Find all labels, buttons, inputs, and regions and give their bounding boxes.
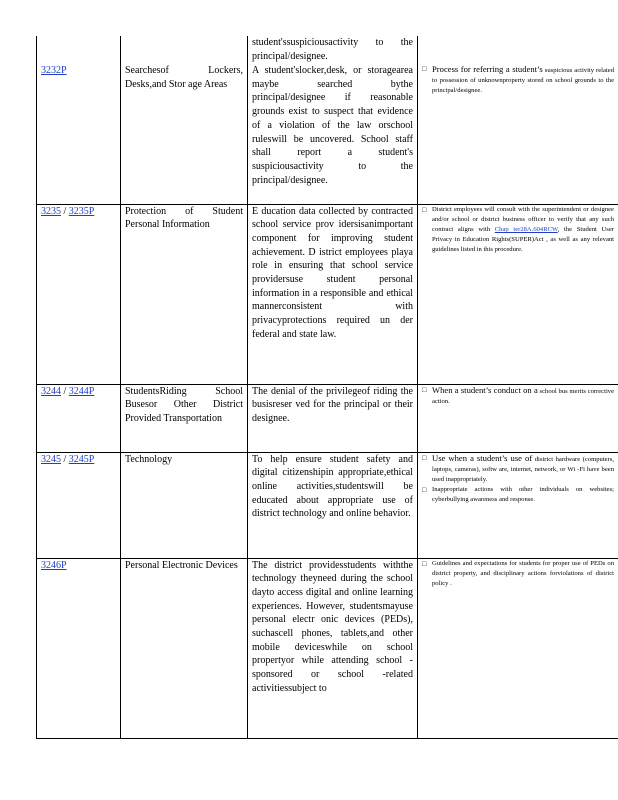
table-row <box>37 384 618 452</box>
guideline-item <box>422 64 614 97</box>
policy-title-cell <box>121 558 248 738</box>
guidelines-cell <box>418 204 618 384</box>
guideline-text: district hardware (computers, laptops, cameras), softw are, internet, network, or Wi -Fi have been used inappropriately. <box>432 455 614 483</box>
guideline-text: Inappropriate actions with other individuals on websites; cyberbullying awareness and response. <box>432 486 614 504</box>
policy-number-cell <box>37 384 121 452</box>
policy-title-cell <box>121 384 248 452</box>
policy-description-cell <box>248 384 418 452</box>
policy-link[interactable]: 3245P <box>68 453 95 465</box>
link-separator: / <box>61 385 69 397</box>
guideline-item <box>422 453 614 486</box>
policy-link[interactable]: 3235P <box>68 205 95 217</box>
policy-description-cell <box>248 36 418 64</box>
policy-table <box>36 36 618 739</box>
checkbox-bullet-icon: □ <box>422 486 427 495</box>
link-separator: / <box>61 205 69 217</box>
table-row <box>37 452 618 558</box>
checkbox-bullet-icon: □ <box>422 385 427 394</box>
policy-link[interactable]: 3235 <box>41 205 61 217</box>
link-separator: / <box>61 453 69 465</box>
checkbox-bullet-icon: □ <box>422 559 427 568</box>
guideline-item <box>422 205 614 256</box>
guideline-text: school bus merits corrective action. <box>432 387 614 405</box>
policy-description-cell <box>248 64 418 204</box>
policy-title: Technology <box>125 453 173 465</box>
policy-title: Personal Electronic Devices <box>125 559 238 571</box>
guideline-text: Guidelines and expectations for students for proper use of PEDs on district property, and disciplinary actions forviolations of district policy . <box>432 559 614 587</box>
policy-number-cell <box>37 64 121 204</box>
policy-link[interactable]: 3244P <box>68 385 95 397</box>
description-text: A student'slocker,desk, or storagearea maybe searched bythe principal/designee if reasonable grounds exist to suspect that evidence of a violation of the law orschool ruleswill be uncovered. School staff shall report a student's suspiciousactivity to the principal/designee. <box>252 65 413 186</box>
policy-title: Searchesof Lockers, Desks,and Stor age Areas <box>125 65 243 90</box>
policy-link[interactable]: 3232P <box>41 65 67 76</box>
policy-description-cell <box>248 204 418 384</box>
policy-link[interactable]: 3245 <box>41 453 61 465</box>
guideline-lead: Use when a student’s use of <box>432 452 533 463</box>
checkbox-bullet-icon: □ <box>422 453 427 462</box>
guideline-lead: Process for referring a student’s <box>432 64 543 74</box>
policy-title-cell <box>121 452 248 558</box>
policy-number-cell <box>37 204 121 384</box>
table-row <box>37 64 618 204</box>
policy-description-cell <box>248 558 418 738</box>
policy-title: StudentsRiding School Busesor Other District Provided Transportation <box>125 385 243 424</box>
policy-number-cell <box>37 452 121 558</box>
table-row <box>37 558 618 738</box>
policy-link[interactable]: 3244 <box>41 385 61 397</box>
description-text: E ducation data collected by contracted school service prov idersisanimportant component for improving student achievement. D istrict employees playa role in ensuring that school service providersuse student personal information in a responsible and ethical mannerconsistent with privacyprotections required un der federal and state law. <box>252 205 413 340</box>
checkbox-bullet-icon: □ <box>422 65 427 73</box>
guideline-item <box>422 385 614 407</box>
table-row <box>37 204 618 384</box>
policy-link[interactable]: 3246P <box>41 559 67 571</box>
guidelines-cell <box>418 64 618 204</box>
policy-title: Protection of Student Personal Information <box>125 205 243 230</box>
guideline-item <box>422 559 614 590</box>
table-row <box>37 36 618 64</box>
policy-description-cell <box>248 452 418 558</box>
policy-title-cell <box>121 36 248 64</box>
guideline-text: suspicious activity related to possession of unknownproperty stored on school grounds to the principal/designee. <box>432 67 614 95</box>
guideline-text: , the Student User Privacy in Education Rights(SUPER)Act , as well as any relevant guidelines listed in this procedure. <box>432 225 614 254</box>
policy-number-cell <box>37 558 121 738</box>
policy-title-cell <box>121 64 248 204</box>
description-text: student'ssuspiciousactivity to the principal/designee. <box>252 37 413 62</box>
guidelines-cell <box>418 36 618 64</box>
policy-number-cell <box>37 36 121 64</box>
guideline-lead: When a student’s conduct on a <box>432 384 538 395</box>
rcw-link[interactable]: Chap ter28A.604RCW <box>494 225 558 233</box>
guideline-text: District employees will consult with the superintendent or designee and/or school or district business officer to verify that any such contract aligns with <box>432 205 614 233</box>
policy-title-cell <box>121 204 248 384</box>
guidelines-cell <box>418 452 618 558</box>
checkbox-bullet-icon: □ <box>422 205 427 214</box>
description-text: The district providesstudents withthe technology theyneed during the school dayto access digital and online learning experiences. However, studentsmayuse personal electr onic devices (PEDs), suchascell phones, tablets,and other mobile deviceswhile on school propertyor while attending school -sponsored or school -related activitiessubject to <box>252 559 413 694</box>
guidelines-cell <box>418 558 618 738</box>
description-text: The denial of the privilegeof riding the busisreser ved for the principal or their designee. <box>252 385 413 424</box>
guideline-item <box>422 485 614 505</box>
description-text: To help ensure student safety and digital citizenshipin appropriate,ethical online activities,studentswill be educated about appropriate use of district technology and online behavior. <box>252 453 413 520</box>
guidelines-cell <box>418 384 618 452</box>
